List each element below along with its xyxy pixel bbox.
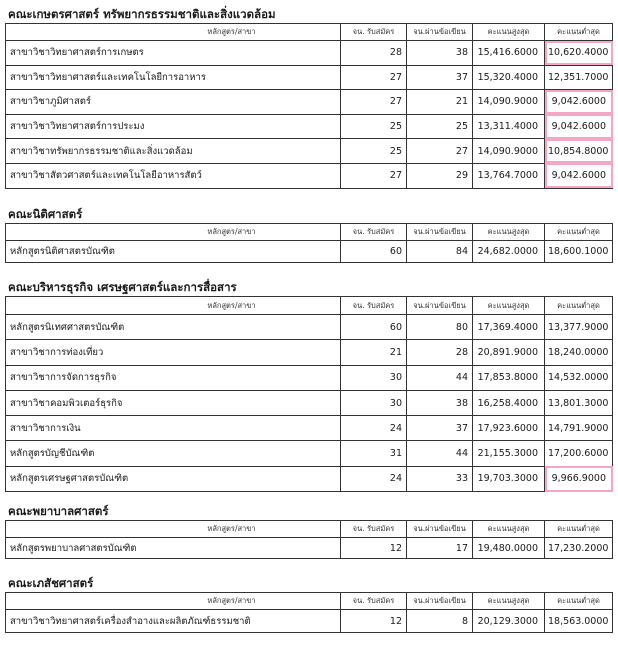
max-score: 14,090.9000 [473, 139, 545, 164]
max-score: 17,853.8000 [473, 365, 545, 390]
applicants-count: 27 [341, 163, 407, 188]
column-header: หลักสูตร/สาขา [6, 593, 341, 610]
max-score: 17,923.6000 [473, 416, 545, 441]
applicants-count: 24 [341, 416, 407, 441]
table-header-row [6, 297, 613, 315]
max-score: 15,320.4000 [473, 65, 545, 90]
max-score: 16,258.4000 [473, 390, 545, 415]
passed-count: 28 [407, 340, 473, 365]
max-score: 19,480.0000 [473, 538, 545, 559]
min-score: 9,042.6000 [545, 163, 613, 188]
applicants-count: 24 [341, 466, 407, 491]
max-score: 20,129.3000 [473, 610, 545, 633]
applicants-count: 30 [341, 390, 407, 415]
table-header-row [6, 521, 613, 538]
column-header: คะแนนสูงสุด [473, 521, 545, 538]
max-score: 15,416.6000 [473, 41, 545, 66]
table-row [6, 90, 613, 115]
scores-table [5, 23, 613, 189]
passed-count: 33 [407, 466, 473, 491]
program-name: หลักสูตรนิเทศศาสตรบัณฑิต [6, 315, 341, 340]
min-score: 18,563.0000 [545, 610, 613, 633]
min-score: 17,230.2000 [545, 538, 613, 559]
column-header: จน. รับสมัคร [341, 224, 407, 241]
program-name: สาขาวิชาการเงิน [6, 416, 341, 441]
table-row [6, 538, 613, 559]
table-row [6, 365, 613, 390]
passed-count: 8 [407, 610, 473, 633]
program-name: สาขาวิชาวิทยาศาสตร์เครื่องสำอางและผลิตภัณฑ์ธรรมชาติ [6, 610, 341, 633]
program-name: สาขาวิชาภูมิศาสตร์ [6, 90, 341, 115]
table-row [6, 466, 613, 491]
column-header: จน.ผ่านข้อเขียน [407, 297, 473, 315]
max-score: 14,090.9000 [473, 90, 545, 115]
applicants-count: 60 [341, 315, 407, 340]
min-score: 10,854.8000 [545, 139, 613, 164]
program-name: สาขาวิชาสัตวศาสตร์และเทคโนโลยีอาหารสัตว์ [6, 163, 341, 188]
applicants-count: 12 [341, 610, 407, 633]
table-row [6, 610, 613, 633]
column-header: คะแนนต่ำสุด [545, 224, 613, 241]
table-header-row [6, 24, 613, 41]
scores-table [5, 296, 613, 492]
column-header: หลักสูตร/สาขา [6, 224, 341, 241]
column-header: คะแนนสูงสุด [473, 24, 545, 41]
min-score: 17,200.6000 [545, 441, 613, 466]
faculty-title: คณะเกษตรศาสตร์ ทรัพยากรธรรมชาติและสิ่งแวดล้อม [8, 7, 276, 21]
program-name: สาขาวิชาวิทยาศาสตร์และเทคโนโลยีการอาหาร [6, 65, 341, 90]
column-header: หลักสูตร/สาขา [6, 297, 341, 315]
applicants-count: 21 [341, 340, 407, 365]
table-row [6, 65, 613, 90]
scores-table [5, 592, 613, 633]
column-header: คะแนนสูงสุด [473, 593, 545, 610]
column-header: คะแนนสูงสุด [473, 224, 545, 241]
max-score: 20,891.9000 [473, 340, 545, 365]
min-score: 13,377.9000 [545, 315, 613, 340]
scores-table [5, 223, 613, 263]
table-row [6, 390, 613, 415]
program-name: หลักสูตรบัญชีบัณฑิต [6, 441, 341, 466]
table-row [6, 241, 613, 263]
max-score: 13,311.4000 [473, 114, 545, 139]
min-score: 9,042.6000 [545, 114, 613, 139]
program-name: สาขาวิชาการท่องเที่ยว [6, 340, 341, 365]
faculty-section [0, 503, 618, 554]
applicants-count: 25 [341, 139, 407, 164]
passed-count: 44 [407, 365, 473, 390]
table-row [6, 315, 613, 340]
passed-count: 38 [407, 41, 473, 66]
min-score: 9,966.9000 [545, 466, 613, 491]
program-name: สาขาวิชาวิทยาศาสตร์การเกษตร [6, 41, 341, 66]
passed-count: 80 [407, 315, 473, 340]
column-header: คะแนนต่ำสุด [545, 521, 613, 538]
table-row [6, 41, 613, 66]
passed-count: 21 [407, 90, 473, 115]
min-score: 12,351.7000 [545, 65, 613, 90]
column-header: คะแนนต่ำสุด [545, 24, 613, 41]
faculty-section [0, 206, 618, 257]
table-header-row [6, 593, 613, 610]
applicants-count: 28 [341, 41, 407, 66]
column-header: จน. รับสมัคร [341, 24, 407, 41]
min-score: 14,532.0000 [545, 365, 613, 390]
faculty-title: คณะนิติศาสตร์ [8, 207, 83, 221]
applicants-count: 12 [341, 538, 407, 559]
column-header: จน. รับสมัคร [341, 297, 407, 315]
max-score: 24,682.0000 [473, 241, 545, 263]
table-row [6, 416, 613, 441]
column-header: จน. รับสมัคร [341, 593, 407, 610]
program-name: สาขาวิชาทรัพยากรธรรมชาติและสิ่งแวดล้อม [6, 139, 341, 164]
passed-count: 84 [407, 241, 473, 263]
passed-count: 37 [407, 65, 473, 90]
min-score: 14,791.9000 [545, 416, 613, 441]
faculty-title: คณะเภสัชศาสตร์ [8, 576, 94, 590]
passed-count: 44 [407, 441, 473, 466]
column-header: จน.ผ่านข้อเขียน [407, 593, 473, 610]
max-score: 21,155.3000 [473, 441, 545, 466]
column-header: คะแนนต่ำสุด [545, 297, 613, 315]
faculty-title: คณะบริหารธุรกิจ เศรษฐศาสตร์และการสื่อสาร [8, 280, 237, 294]
passed-count: 27 [407, 139, 473, 164]
program-name: สาขาวิชาคอมพิวเตอร์ธุรกิจ [6, 390, 341, 415]
column-header: จน. รับสมัคร [341, 521, 407, 538]
applicants-count: 30 [341, 365, 407, 390]
program-name: หลักสูตรนิติศาสตรบัณฑิต [6, 241, 341, 263]
faculty-section [0, 6, 618, 182]
table-row [6, 441, 613, 466]
faculty-section [0, 279, 618, 485]
table-row [6, 114, 613, 139]
min-score: 9,042.6000 [545, 90, 613, 115]
applicants-count: 27 [341, 90, 407, 115]
max-score: 13,764.7000 [473, 163, 545, 188]
passed-count: 37 [407, 416, 473, 441]
table-row [6, 340, 613, 365]
max-score: 17,369.4000 [473, 315, 545, 340]
program-name: สาขาวิชาการจัดการธุรกิจ [6, 365, 341, 390]
column-header: หลักสูตร/สาขา [6, 521, 341, 538]
column-header: หลักสูตร/สาขา [6, 24, 341, 41]
faculty-title: คณะพยาบาลศาสตร์ [8, 504, 109, 518]
applicants-count: 60 [341, 241, 407, 263]
min-score: 18,600.1000 [545, 241, 613, 263]
min-score: 10,620.4000 [545, 41, 613, 66]
faculty-section [0, 575, 618, 627]
min-score: 18,240.0000 [545, 340, 613, 365]
program-name: สาขาวิชาวิทยาศาสตร์การประมง [6, 114, 341, 139]
column-header: จน.ผ่านข้อเขียน [407, 521, 473, 538]
passed-count: 25 [407, 114, 473, 139]
passed-count: 17 [407, 538, 473, 559]
table-row [6, 139, 613, 164]
passed-count: 38 [407, 390, 473, 415]
scores-table [5, 520, 613, 559]
max-score: 19,703.3000 [473, 466, 545, 491]
column-header: คะแนนสูงสุด [473, 297, 545, 315]
program-name: หลักสูตรเศรษฐศาสตรบัณฑิต [6, 466, 341, 491]
column-header: จน.ผ่านข้อเขียน [407, 224, 473, 241]
applicants-count: 25 [341, 114, 407, 139]
table-header-row [6, 224, 613, 241]
min-score: 13,801.3000 [545, 390, 613, 415]
column-header: จน.ผ่านข้อเขียน [407, 24, 473, 41]
applicants-count: 27 [341, 65, 407, 90]
passed-count: 29 [407, 163, 473, 188]
column-header: คะแนนต่ำสุด [545, 593, 613, 610]
table-row [6, 163, 613, 188]
program-name: หลักสูตรพยาบาลศาสตรบัณฑิต [6, 538, 341, 559]
applicants-count: 31 [341, 441, 407, 466]
